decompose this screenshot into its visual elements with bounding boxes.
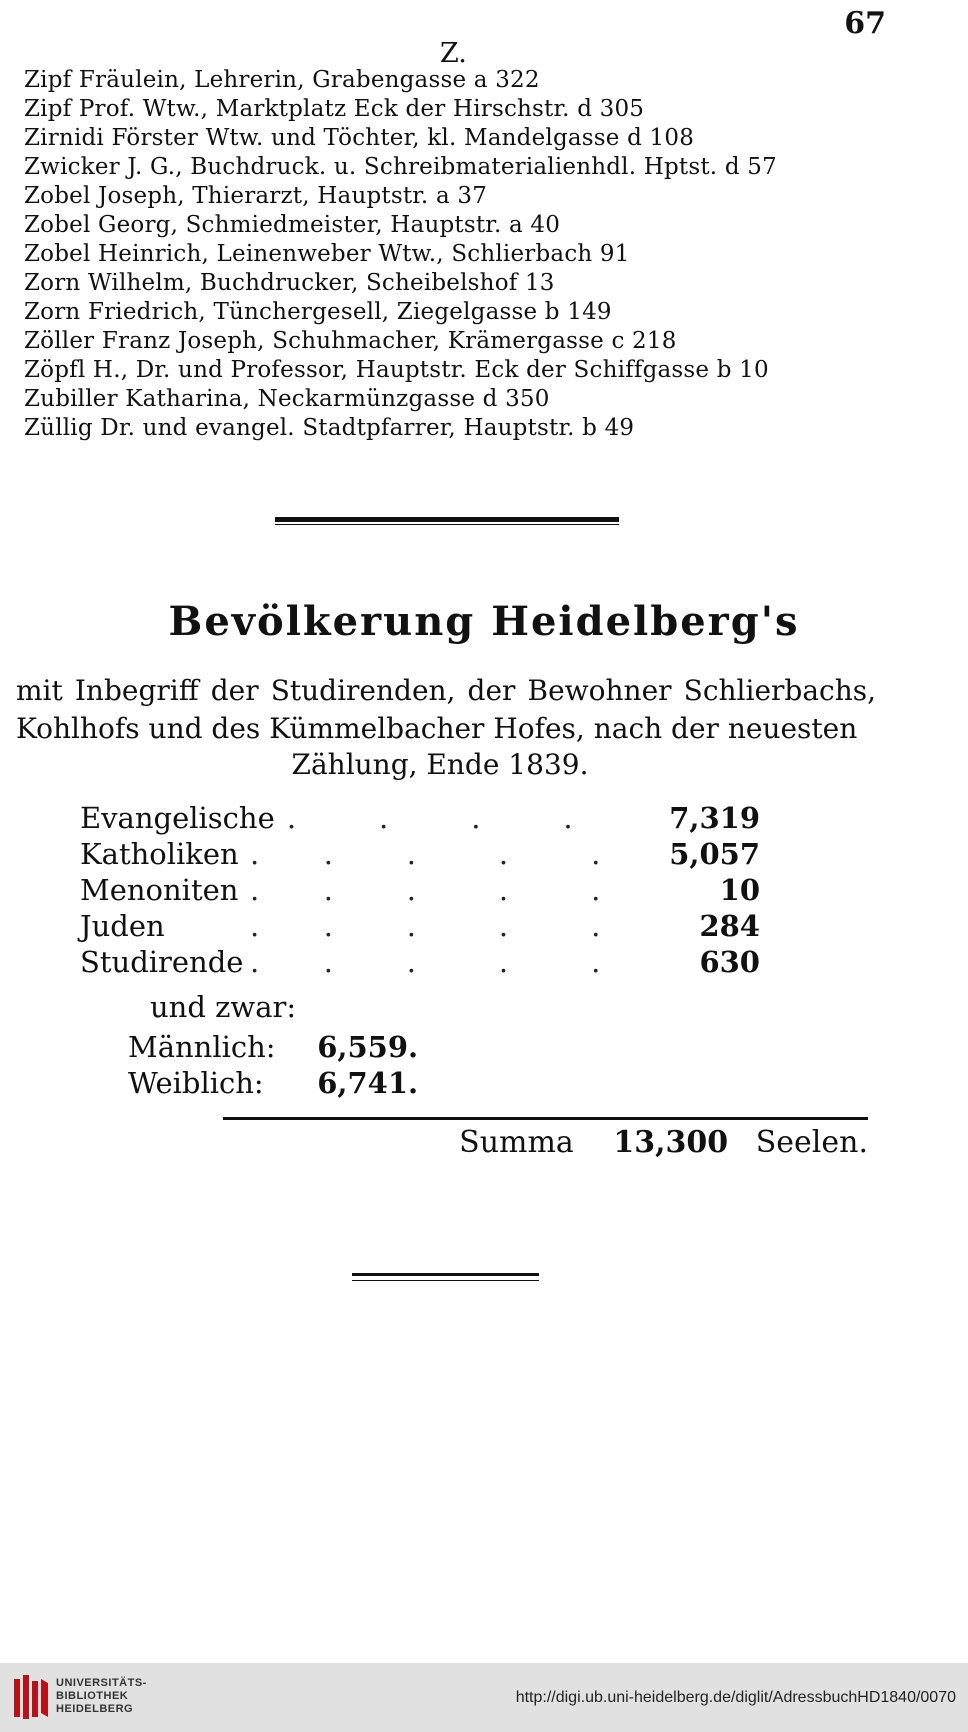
female-label: Weiblich:	[128, 1066, 264, 1100]
address-entry: Zorn Friedrich, Tünchergesell, Ziegelgasse b 149	[24, 299, 612, 325]
address-entry: Zipf Fräulein, Lehrerin, Grabengasse a 322	[24, 67, 540, 93]
address-entry: Zöller Franz Joseph, Schuhmacher, Krämergasse c 218	[24, 328, 677, 354]
address-entry: Zobel Georg, Schmiedmeister, Hauptstr. a 40	[24, 212, 561, 238]
population-row-label: Evangelische	[80, 801, 275, 835]
population-row-label: Studirende	[80, 945, 244, 979]
population-row	[80, 800, 760, 836]
male-count	[128, 1030, 418, 1064]
library-logo-text	[56, 1677, 147, 1716]
address-entry: Zorn Wilhelm, Buchdrucker, Scheibelshof 13	[24, 270, 555, 296]
female-value: 6,741.	[317, 1066, 419, 1100]
summa-value: 13,300	[613, 1125, 729, 1160]
population-row-label: Katholiken	[80, 837, 239, 871]
sum-rule	[223, 1117, 868, 1120]
population-row-label: Juden	[80, 909, 165, 943]
population-subtitle-last-line: Zählung, Ende 1839.	[291, 748, 589, 781]
leader-dots: . . . . .	[250, 873, 601, 907]
address-entry: Zirnidi Förster Wtw. und Töchter, kl. Mandelgasse d 108	[24, 125, 695, 151]
address-entry: Zöpfl H., Dr. und Professor, Hauptstr. Eck der Schiffgasse b 10	[24, 357, 769, 383]
library-logo-icon	[12, 1673, 50, 1723]
address-entry: Zubiller Katharina, Neckarmünzgasse d 350	[24, 386, 550, 412]
footer-bar	[0, 1663, 968, 1732]
female-count	[128, 1066, 418, 1100]
divider-rule-thick	[275, 517, 619, 522]
population-row	[80, 908, 760, 944]
population-row	[80, 872, 760, 908]
leader-dots: . . . . .	[250, 945, 601, 979]
divider-rule-thin	[275, 524, 619, 525]
address-entry: Zipf Prof. Wtw., Marktplatz Eck der Hirschstr. d 305	[24, 96, 645, 122]
leader-dots: . . . .	[250, 801, 573, 835]
population-row-value: 5,057	[669, 837, 760, 871]
address-entry: Zobel Joseph, Thierarzt, Hauptstr. a 37	[24, 183, 488, 209]
population-row-value: 7,319	[669, 801, 760, 835]
male-label: Männlich:	[128, 1030, 276, 1064]
logo-line: UNIVERSITÄTS-	[56, 1677, 147, 1689]
source-url-link[interactable]: http://digi.ub.uni-heidelberg.de/diglit/AdressbuchHD1840/0070	[515, 1689, 956, 1706]
population-row-label: Menoniten	[80, 873, 239, 907]
population-table	[80, 800, 760, 980]
population-row	[80, 944, 760, 980]
end-rule-thick	[352, 1273, 539, 1276]
population-row-value: 284	[699, 909, 760, 943]
population-subtitle: mit Inbegriff der Studirenden, der Bewohner Schlierbachs, Kohlhofs und des Kümmelbacher Hofes, nach der neuesten	[16, 674, 876, 745]
address-entry: Zobel Heinrich, Leinenweber Wtw., Schlierbach 91	[24, 241, 630, 267]
summa-label: Summa	[459, 1125, 574, 1160]
page-number: 67	[844, 6, 886, 41]
leader-dots: . . . . .	[250, 909, 601, 943]
summa-unit: Seelen.	[755, 1125, 868, 1160]
address-entries	[24, 66, 864, 443]
leader-dots: . . . . .	[250, 837, 601, 871]
section-letter: Z.	[440, 38, 467, 69]
logo-line: BIBLIOTHEK	[56, 1690, 129, 1702]
end-rule-thin	[352, 1280, 539, 1281]
population-row-value: 630	[699, 945, 760, 979]
total-line	[459, 1125, 868, 1160]
population-row	[80, 836, 760, 872]
logo-line: HEIDELBERG	[56, 1703, 134, 1715]
population-title: Bevölkerung Heidelberg's	[168, 598, 800, 645]
population-row-value: 10	[719, 873, 760, 907]
male-value: 6,559.	[317, 1030, 419, 1064]
und-zwar-label: und zwar:	[150, 990, 297, 1024]
address-entry: Zwicker J. G., Buchdruck. u. Schreibmaterialienhdl. Hptst. d 57	[24, 154, 777, 180]
address-entry: Züllig Dr. und evangel. Stadtpfarrer, Hauptstr. b 49	[24, 415, 635, 441]
